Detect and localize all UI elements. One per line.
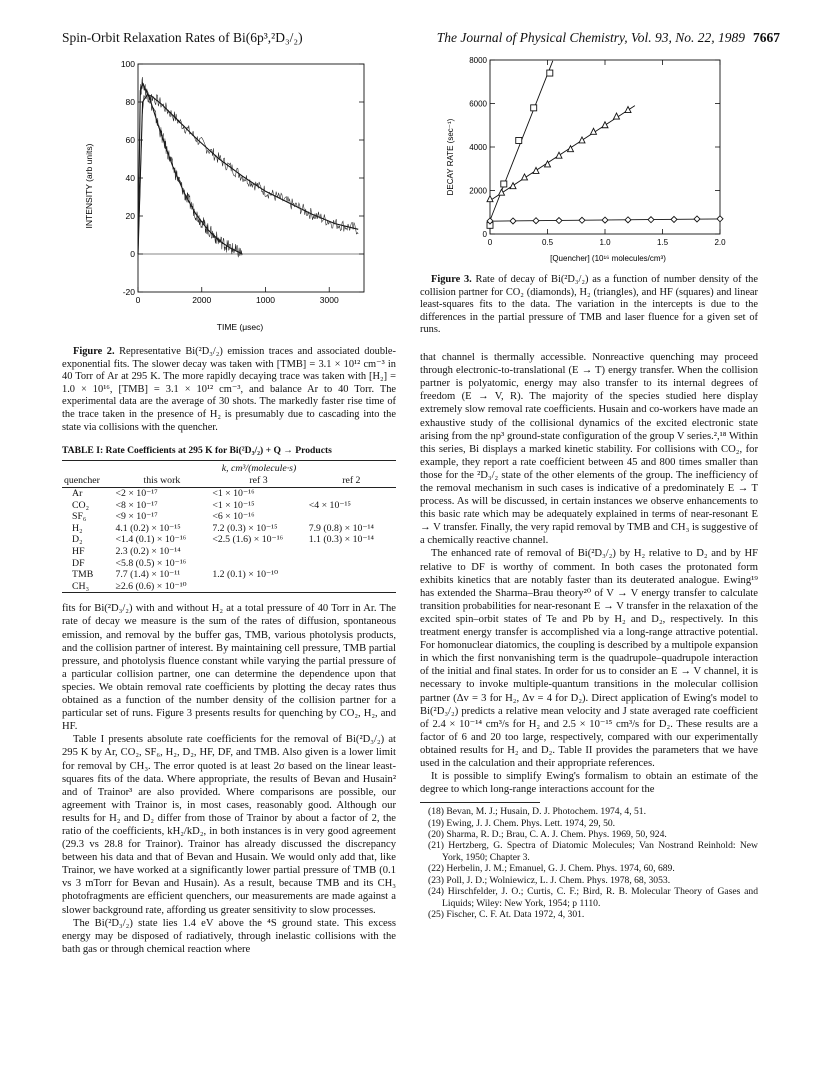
figure-3-point-triangle — [556, 152, 562, 158]
figure-2-plot — [62, 56, 396, 338]
figure-3-xtick-label: 1.5 — [656, 238, 669, 247]
figure-3-frame — [490, 60, 720, 234]
figure-3-ytick-label: 0 — [482, 230, 487, 239]
reference-item: (19) Ewing, J. J. Chem. Phys. Lett. 1974, 29, 50. — [428, 817, 616, 829]
table-1-row — [62, 488, 396, 500]
right-paragraph-3: It is possible to simplify Ewing's formalism to obtain an estimate of the degree to which long-range interactions account for the — [420, 771, 758, 796]
figure-3-point-diamond — [717, 216, 723, 222]
table-1-header-cell: ref 2 — [307, 475, 396, 487]
left-paragraph-3: The Bi(²D₃/₂) state lies 1.4 eV above the ⁴S ground state. This excess energy may be disposed of radiatively, through inelastic collisions with the bath gas or through chemical reaction where — [62, 917, 396, 955]
figure-2-ytick-label: 0 — [130, 249, 135, 259]
figure-3-point-triangle — [510, 183, 516, 189]
table-1-cell: 2.3 (0.2) × 10⁻¹⁴ — [115, 546, 181, 557]
table-1-cell: ≥2.6 (0.6) × 10⁻¹⁰ — [115, 580, 187, 592]
table-1-row — [62, 500, 396, 512]
table-1-row — [62, 569, 396, 581]
left-body-text — [62, 602, 396, 956]
table-1-cell — [307, 581, 396, 593]
table-1-row — [62, 558, 396, 570]
right-paragraph-1: that channel is thermally accessible. Nonreactive quenching may proceed through electronic-to-translational (E → T) energy transfer. When the collision partner is polyatomic, energy may also transfer to its internal degrees of freedom (E → V, R). The majority of the species studied here display extremely slow removal rate coefficients. Husain and co-workers have made an exhaustive study of the collisional dynamics of the excited electronic state arising from the np³ ground-state configuration of the group V series.²,¹⁸ Within this series, Bi displays a marked kinetic stability. For collisions with CO₂, for example, they report a rate coefficient between 45 and 800 times smaller than those for the ²D₃/₂ state of the other elements of the group. The inefficiency of the removal mechanism in such cases is indicative of a predominately E → T process. As will be discussed, in certain instances we observe enhancements to this basic rate which may be adequately explained in terms of near-resonant E → V transfer. Finally, the very rapid removal by TMB and CH₃ is suggestive of a chemically reactive channel. — [420, 352, 758, 547]
figure-3-point-triangle — [602, 122, 608, 128]
table-1-cell: Ar — [72, 488, 83, 500]
right-body-text — [420, 351, 758, 796]
table-1-cell: <1.4 (0.1) × 10⁻¹⁶ — [115, 534, 187, 546]
figure-2-ytick-label: 80 — [125, 97, 135, 107]
table-1-cell: <4 × 10⁻¹⁵ — [308, 499, 351, 511]
figure-2-caption-text: Representative Bi(²D₃/₂) emission traces and associated double-exponential fits. The slower decay was taken with [TMB] = 3.1 × 10¹² cm⁻³ in 40 Torr of Ar at 295 K. The more rapidly decaying trace was taken with [H₂] = 1.0 × 10¹⁶, [TMB] = 3.1 × 10¹² cm⁻³, and balance Ar to 40 Torr. The experimental data are the average of 30 shots. The markedly faster rise time of the trace taken in the presence of H₂ is presumably due to cascading into the state via collisions with the quencher. — [62, 346, 396, 433]
figure-3-xtick-label: 0.5 — [541, 238, 554, 247]
figure-3-point-triangle — [579, 137, 585, 143]
table-1-cell: <9 × 10⁻¹⁷ — [115, 511, 158, 523]
table-1-cell: <1 × 10⁻¹⁶ — [212, 488, 255, 500]
footnote-rule — [420, 802, 540, 803]
running-header-title: Spin-Orbit Relaxation Rates of Bi(6p³,²D₃/₂) — [62, 30, 303, 45]
table-1-cell: CH₃ — [72, 580, 90, 592]
table-1-grid — [62, 475, 396, 592]
reference-item: (21) Hertzberg, G. Spectra of Diatomic Molecules; Van Nostrand Reinhold: New York, 1950; Chapter 3. — [428, 840, 758, 863]
reference-item: (22) Herbelin, J. M.; Emanuel, G. J. Chem. Phys. 1974, 60, 689. — [428, 863, 675, 875]
figure-3-point-triangle — [625, 107, 631, 113]
figure-3-point-diamond — [533, 218, 539, 224]
left-paragraph-1: fits for Bi(²D₃/₂) with and without H₂ at a total pressure of 40 Torr in Ar. The rate of decay we measure is the sum of the rates of diffusion, spontaneous emission, and removal by the buffer gas, TMB, various photolysis products, and the collision partner of interest. By maintaining cell pressure, TMB partial pressure, and photolysis fluence constant while varying the partial pressure of a particular collision partner, one can determine the dependence upon that species. We obtain removal rate coefficients by plotting the decay rates thus obtained as a function of the number density of the collision partner for a particular set of runs. Figure 3 presents results for quenching by CO₂, H₂, and HF. — [62, 603, 396, 733]
figure-3-point-diamond — [694, 216, 700, 222]
table-1-cell: <6 × 10⁻¹⁶ — [212, 511, 255, 523]
table-1-cell — [307, 511, 396, 523]
reference-item: (18) Bevan, M. J.; Husain, D. J. Photochem. 1974, 4, 51. — [428, 806, 646, 818]
table-1-cell — [307, 569, 396, 581]
reference-list — [420, 806, 758, 920]
table-1-cell: <2 × 10⁻¹⁷ — [115, 488, 158, 500]
figure-3-point-diamond — [648, 217, 654, 223]
figure-3-point-square — [547, 70, 553, 76]
figure-3-point-diamond — [602, 217, 608, 223]
table-1-cell: 7.2 (0.3) × 10⁻¹⁵ — [212, 522, 278, 534]
figure-3-xtick-label: 0 — [487, 238, 493, 247]
table-1-header-cell: quencher — [62, 475, 113, 487]
figure-3-point-square — [516, 137, 522, 143]
table-1-row — [62, 534, 396, 546]
table-1-header-cell: this work — [113, 475, 210, 487]
figure-3-xtick-label: 1.0 — [599, 238, 611, 247]
table-1-cell: 1.1 (0.3) × 10⁻¹⁴ — [308, 534, 374, 546]
table-1-cell — [210, 546, 306, 558]
figure-2-xtick-label: 1000 — [256, 295, 275, 305]
page-number: 7667 — [753, 30, 780, 45]
table-1-cell: <5.8 (0.5) × 10⁻¹⁶ — [115, 557, 187, 569]
figure-2-xlabel: TIME (μsec) — [216, 322, 264, 332]
table-1-header-cell: ref 3 — [210, 475, 306, 487]
figure-2-caption — [62, 346, 396, 434]
figure-3-point-triangle — [533, 167, 539, 173]
table-1-cell: H₂ — [72, 522, 83, 534]
table-1-cell: D₂ — [72, 534, 83, 546]
figure-3-xlabel: [Quencher] (10¹⁶ molecules/cm³) — [550, 254, 666, 263]
table-1-cell: SF₆ — [72, 511, 87, 523]
figure-3-ytick-label: 4000 — [469, 143, 487, 152]
table-1-cell: DF — [72, 557, 85, 569]
table-1-row — [62, 523, 396, 535]
table-1-cell — [210, 558, 306, 570]
figure-3-ytick-label: 8000 — [469, 56, 487, 65]
figure-3-caption-text: Rate of decay of Bi(²D₃/₂) as a function of number density of the collision partner for CO₂ (diamonds), H₂ (triangles), and HF (squares) and linear least-squares fits to the data. The variation in the intercepts is due to the differences in the partial pressure of TMB and laser fluence for a given set of runs. — [420, 274, 758, 336]
table-1-cell: <2.5 (1.6) × 10⁻¹⁶ — [212, 534, 284, 546]
figure-2-xtick-label: 3000 — [319, 295, 339, 305]
figure-3-point-square — [531, 105, 537, 111]
figure-3-point-diamond — [671, 216, 677, 222]
figure-2-xtick-label: 2000 — [192, 295, 212, 305]
table-1-cell: 7.9 (0.8) × 10⁻¹⁴ — [308, 522, 374, 534]
figure-3-caption-label: Figure 3. — [431, 274, 472, 286]
figure-2-fit-curve-1 — [138, 94, 358, 254]
table-1-cell — [307, 546, 396, 558]
right-paragraph-2: The enhanced rate of removal of Bi(²D₃/₂) by H₂ relative to D₂ and by HF relative to DF is worthy of comment. In both cases the protonated form exhibits kinetics that are notably faster than its deuterated analogue. Ewing¹⁹ has extended the Sharma–Brau theory²⁰ of V → V energy transfer to calculate transition probabilities for near-resonant E → V transfer in the relaxation of the excited spin–orbit states of Te and Pb by H₂ and D₂, respectively. In this treatment energy transfer is accomplished via a long-range attractive potential. For homonuclear diatomics, the coupling is described by a multipole expansion in which the first nonvanishing term is the quadrupole–quadrupole interaction of the initial and final states. In order for us to consider an E → V channel, it is necessary to invoke multiple-quantum transitions in the molecular collision partner (Δv = 3 for H₂, Δv = 4 for D₂). Direct application of Ewing's model to Bi(²D₃/₂) predicts a relative mean velocity and J state averaged rate coefficient of 2.4 × 10⁻¹⁴ cm³/s for H₂ and 2.5 × 10⁻¹⁵ cm³/s for D₂. These results are a factor of 6 and 20 too large, respectively, compared with our experimentally obtained results for H₂ and D₂. Table II provides the parameters that we have used in the calculation and their appropriate references. — [420, 548, 758, 769]
table-1-body — [62, 460, 396, 593]
table-1-cell: <1 × 10⁻¹⁵ — [212, 499, 255, 511]
figure-3-point-diamond — [579, 217, 585, 223]
table-1-cell: CO₂ — [72, 499, 90, 511]
left-paragraph-2: Table I presents absolute rate coefficients for the removal of Bi(²D₃/₂) at 295 K by Ar, CO₂, SF₆, H₂, D₂, HF, DF, and TMB. Also given is a lower limit for removal by CH₃. The error quoted is at least 2σ based on the linear least-squares fits of the data. Where appropriate, the results of Bevan and Husain² and of Trainor³ are also provided. Where comparisons are possible, our agreement with Trainor is, in most cases, reasonably good. Although our results for H₂ and D₂ differ from those of Trainor by about a factor of 2, the ratio of the coefficients, kH₂/kD₂, in both instances is in very good agreement (29.3 vs 28.8 for Trainor). Trainor has already discussed the discrepancy between his data and that of Bevan and Husain. We would only add that, like Trainor, we have worked at a significantly lower partial pressure of TMB (0.1 vs 3 mTorr for Bevan and Husain). As a result, because TMB and its CH₃ photofragments are efficient quenchers, our measurements are made against a slower background rate, affording us greater sensitivity to slow processes. — [62, 734, 396, 916]
table-1-cell: 7.7 (1.4) × 10⁻¹¹ — [115, 569, 181, 581]
table-1-row — [62, 511, 396, 523]
right-column — [420, 54, 758, 920]
reference-item: (25) Fischer, C. F. At. Data 1972, 4, 301. — [428, 908, 585, 920]
table-1-cell: 1.2 (0.1) × 10⁻¹⁰ — [212, 569, 279, 581]
table-1-row — [62, 581, 396, 593]
journal-citation: The Journal of Physical Chemistry, Vol. 93, No. 22, 1989 — [436, 30, 745, 45]
figure-3-plot — [420, 54, 758, 266]
left-column — [62, 56, 396, 956]
table-1-cell: <8 × 10⁻¹⁷ — [115, 499, 158, 511]
table-1-row — [62, 546, 396, 558]
table-1-units: k, cm³/(molecule·s) — [221, 463, 297, 475]
table-1-cell: 4.1 (0.2) × 10⁻¹⁵ — [115, 522, 181, 534]
table-1-cell — [307, 558, 396, 570]
reference-item: (24) Hirschfelder, J. O.; Curtis, C. F.; Bird, R. B. Molecular Theory of Gases and Liquids; Wiley: New York, 1954; p 1110. — [428, 886, 758, 909]
figure-3-point-square — [501, 181, 507, 187]
running-header-journal — [437, 30, 780, 46]
figure-3-ytick-label: 2000 — [469, 186, 487, 196]
figure-3-point-diamond — [625, 217, 631, 223]
figure-2-ytick-label: 60 — [125, 135, 135, 145]
figure-2-data-trace-1 — [138, 91, 358, 254]
figure-3-ytick-label: 6000 — [469, 99, 487, 109]
figure-2-ytick-label: 40 — [125, 173, 135, 183]
table-1-cell: TMB — [72, 569, 94, 581]
table-1-cell — [210, 581, 306, 593]
reference-item: (20) Sharma, R. D.; Brau, C. A. J. Chem. Phys. 1969, 50, 924. — [428, 829, 667, 841]
figure-3-point-diamond — [510, 218, 516, 224]
table-1 — [62, 444, 396, 593]
figure-2-ytick-label: 100 — [120, 59, 135, 69]
figure-2-ytick-label: -20 — [122, 287, 135, 297]
figure-3-point-diamond — [556, 218, 562, 224]
figure-2-ytick-label: 20 — [125, 211, 135, 221]
table-1-cell: HF — [72, 546, 85, 557]
reference-item: (23) Poll, J. D.; Wolniewicz, L. J. Chem. Phys. 1978, 68, 3053. — [428, 874, 671, 886]
figure-2-ylabel: INTENSITY (arb units) — [84, 143, 94, 229]
figure-3-ylabel: DECAY RATE (sec⁻¹) — [446, 118, 455, 196]
figure-2-frame — [138, 64, 364, 292]
figure-2-xtick-label: 0 — [135, 295, 141, 305]
figure-3-xtick-label: 2.0 — [714, 238, 726, 247]
table-1-cell — [307, 488, 396, 500]
figure-3-caption — [420, 274, 758, 337]
figure-2-caption-label: Figure 2. — [73, 346, 115, 358]
table-1-title: TABLE I: Rate Coefficients at 295 K for Bi(²D₃/₂) + Q → Products — [62, 445, 332, 457]
